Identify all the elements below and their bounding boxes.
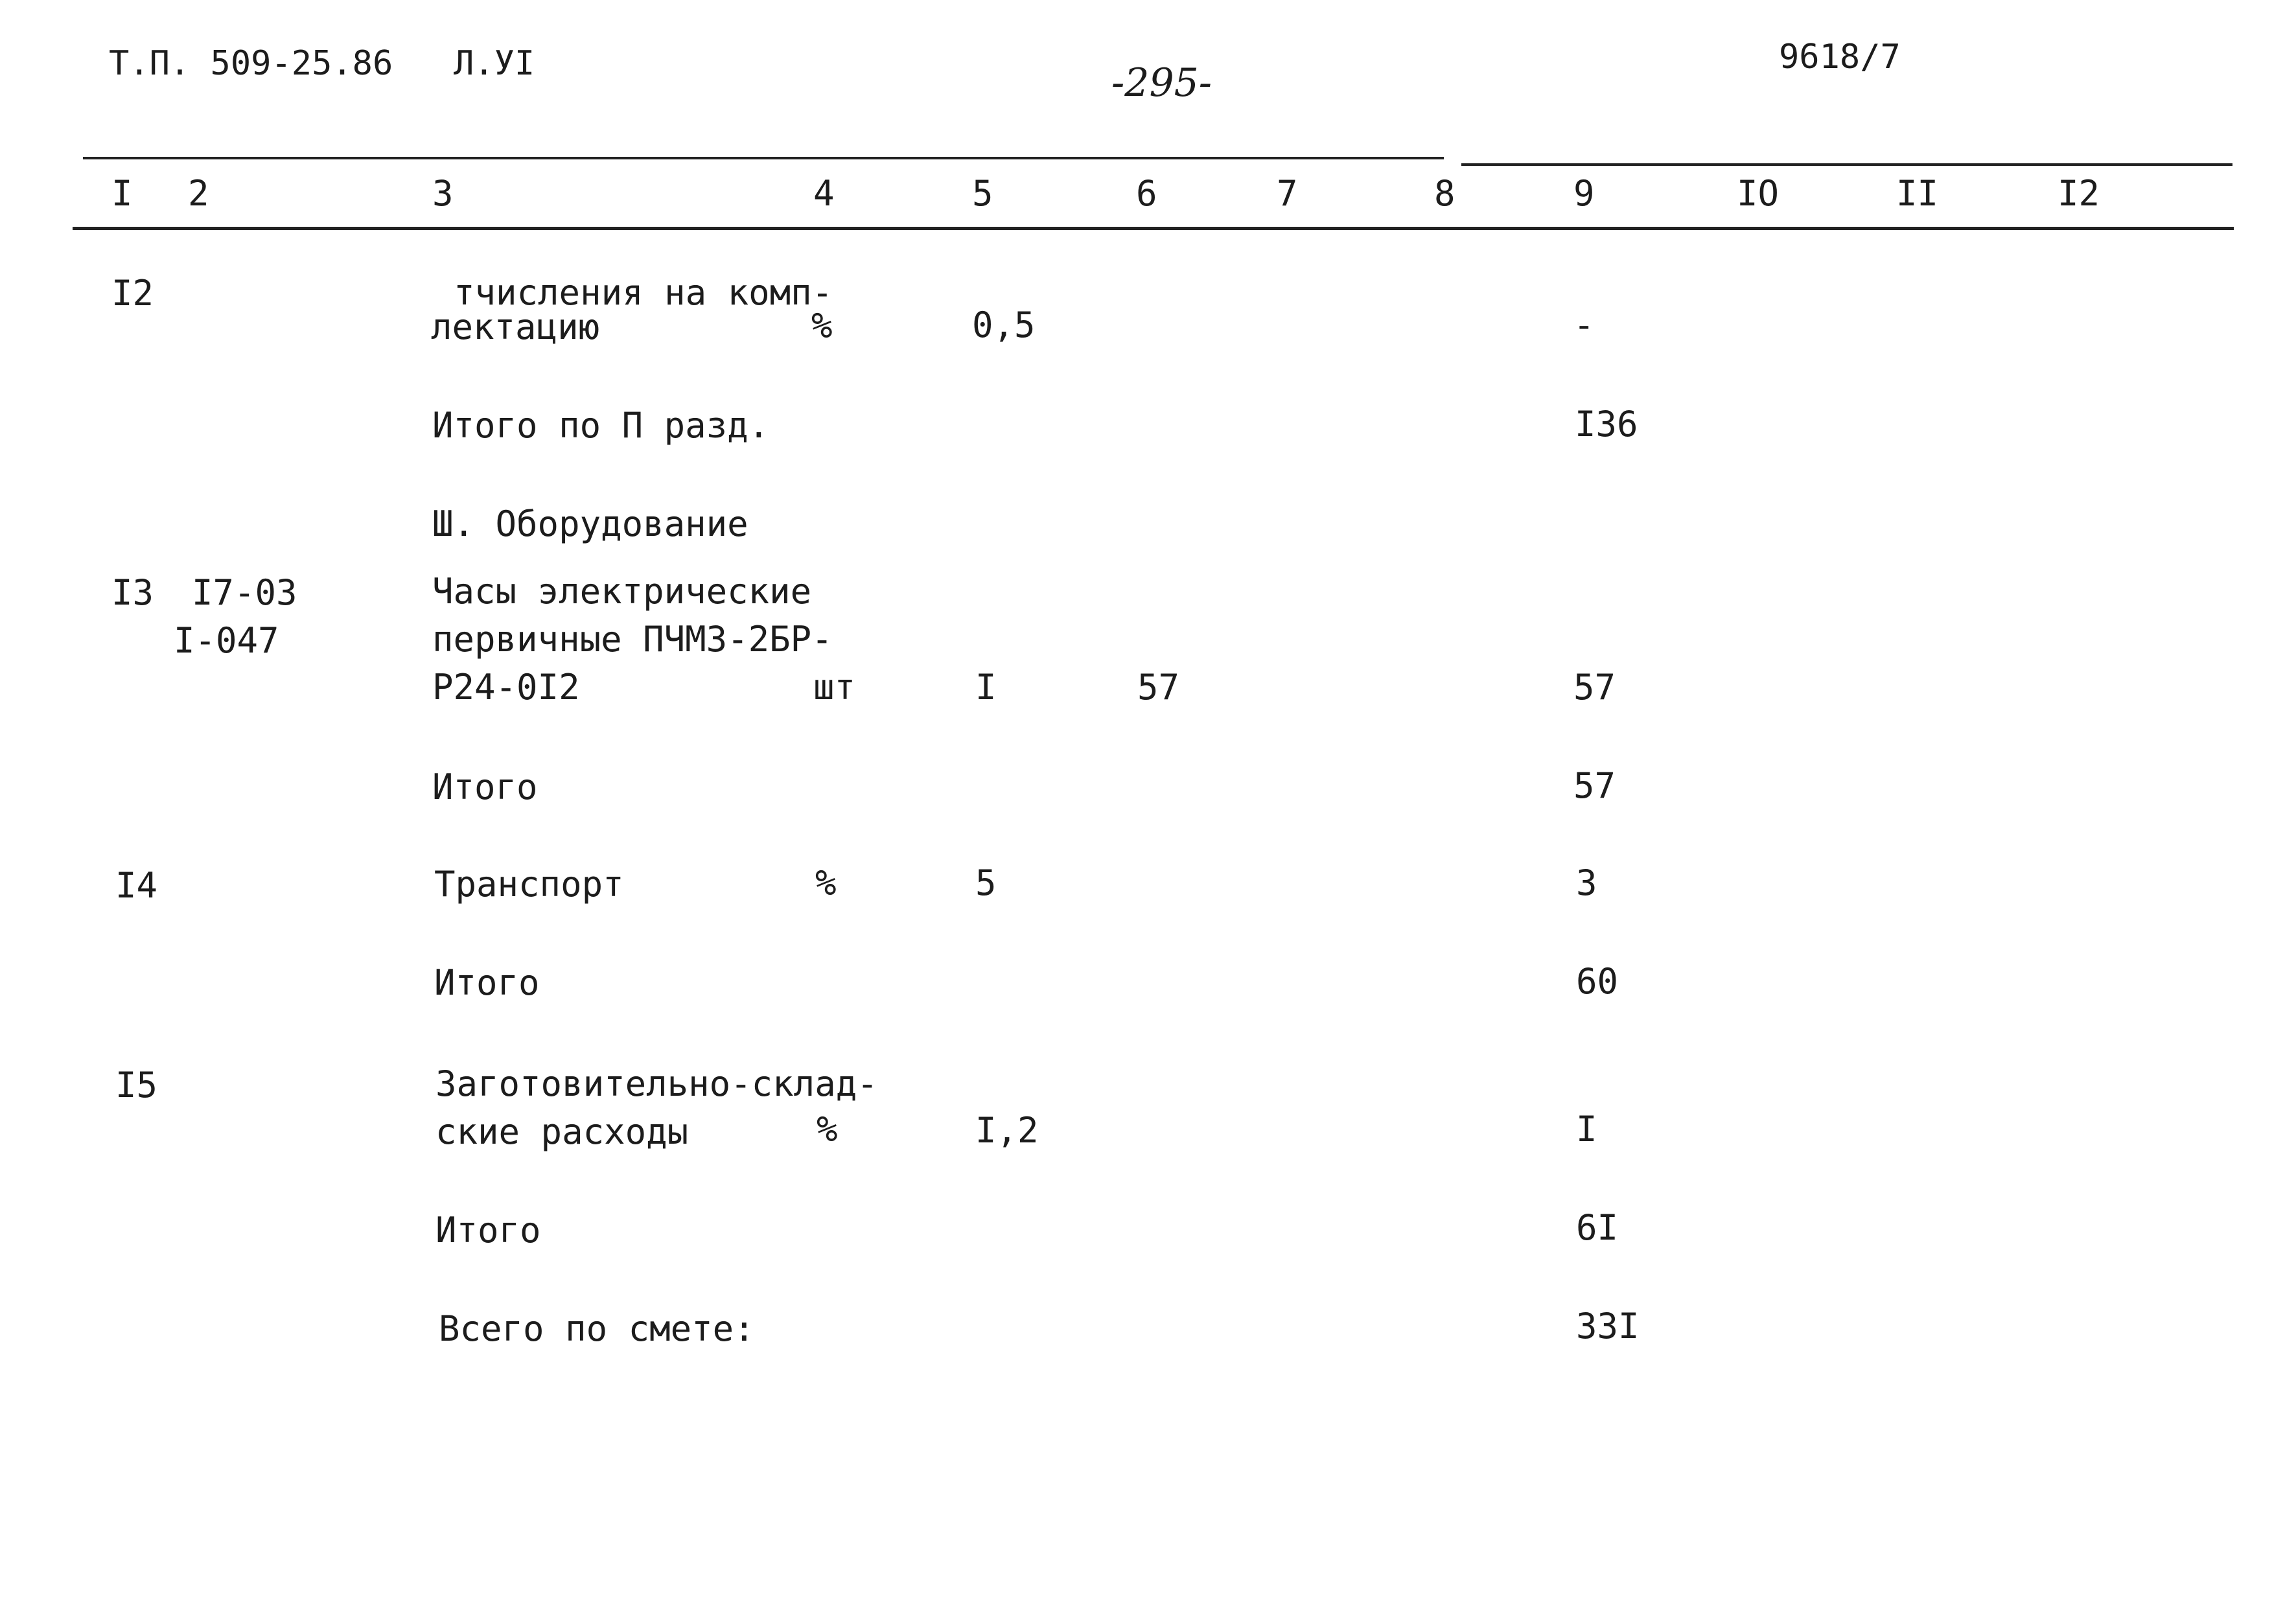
item-name: Итого: [432, 767, 538, 807]
sheet-label: Л.УI: [454, 44, 535, 83]
column-header: 5: [972, 173, 993, 214]
total: -: [1573, 305, 1595, 345]
total: I36: [1575, 404, 1638, 445]
quantity: 5: [975, 862, 997, 903]
item-name: лектацию: [431, 306, 600, 347]
column-header: 7: [1277, 173, 1298, 214]
document-number: 9618/7: [1779, 38, 1901, 76]
column-header: II: [1896, 173, 1939, 214]
column-header: 9: [1573, 173, 1595, 214]
column-header: 4: [813, 173, 835, 214]
column-header: IO: [1737, 173, 1780, 214]
row-number: I3: [111, 572, 154, 613]
quantity: 0,5: [972, 305, 1036, 345]
table-header-bottom-rule: [73, 227, 2234, 230]
page-number: -295-: [1111, 60, 1212, 106]
total: 6I: [1576, 1207, 1619, 1248]
column-header: 3: [432, 173, 454, 214]
unit: %: [817, 1109, 838, 1150]
unit: шт: [813, 667, 856, 708]
item-name: Всего по смете:: [439, 1308, 755, 1349]
column-header: 6: [1136, 173, 1157, 214]
rate-code: I7-03: [192, 572, 297, 613]
total: 57: [1573, 765, 1616, 806]
total: 60: [1576, 961, 1619, 1002]
item-name: Р24-0I2: [432, 667, 580, 708]
total: 57: [1573, 667, 1616, 708]
document-code: Т.П. 509-25.86: [109, 44, 393, 83]
unit: %: [815, 862, 837, 903]
column-header: 2: [188, 173, 209, 214]
row-number: I5: [115, 1065, 158, 1105]
row-number: I2: [111, 273, 154, 314]
total: 3: [1576, 862, 1597, 903]
column-header: I: [111, 173, 133, 214]
total: I: [1576, 1109, 1597, 1150]
quantity: I: [975, 667, 997, 708]
table-top-rule-left: [83, 157, 1444, 159]
column-header: 8: [1434, 173, 1455, 214]
rate-code: I-047: [174, 620, 279, 661]
item-name: ские расходы: [435, 1111, 689, 1152]
item-name: Часы электрические: [432, 571, 812, 612]
column-header: I2: [2058, 173, 2100, 214]
item-name: Итого: [435, 1210, 541, 1251]
item-name: первичные ПЧМЗ-2БР-: [432, 619, 833, 660]
row-number: I4: [115, 865, 158, 906]
item-name: Итого: [434, 962, 540, 1003]
item-name: Заготовительно-склад-: [435, 1063, 878, 1104]
section-heading: Ш. Оборудование: [432, 503, 748, 544]
grand-total: 33I: [1576, 1306, 1640, 1347]
item-name: тчисления на комп-: [454, 272, 833, 313]
unit-price: 57: [1137, 667, 1180, 708]
item-name: Итого по П разд.: [432, 405, 770, 446]
quantity: I,2: [975, 1110, 1039, 1151]
table-top-rule-right: [1461, 163, 2232, 166]
unit: %: [811, 305, 833, 346]
item-name: Транспорт: [434, 864, 624, 905]
